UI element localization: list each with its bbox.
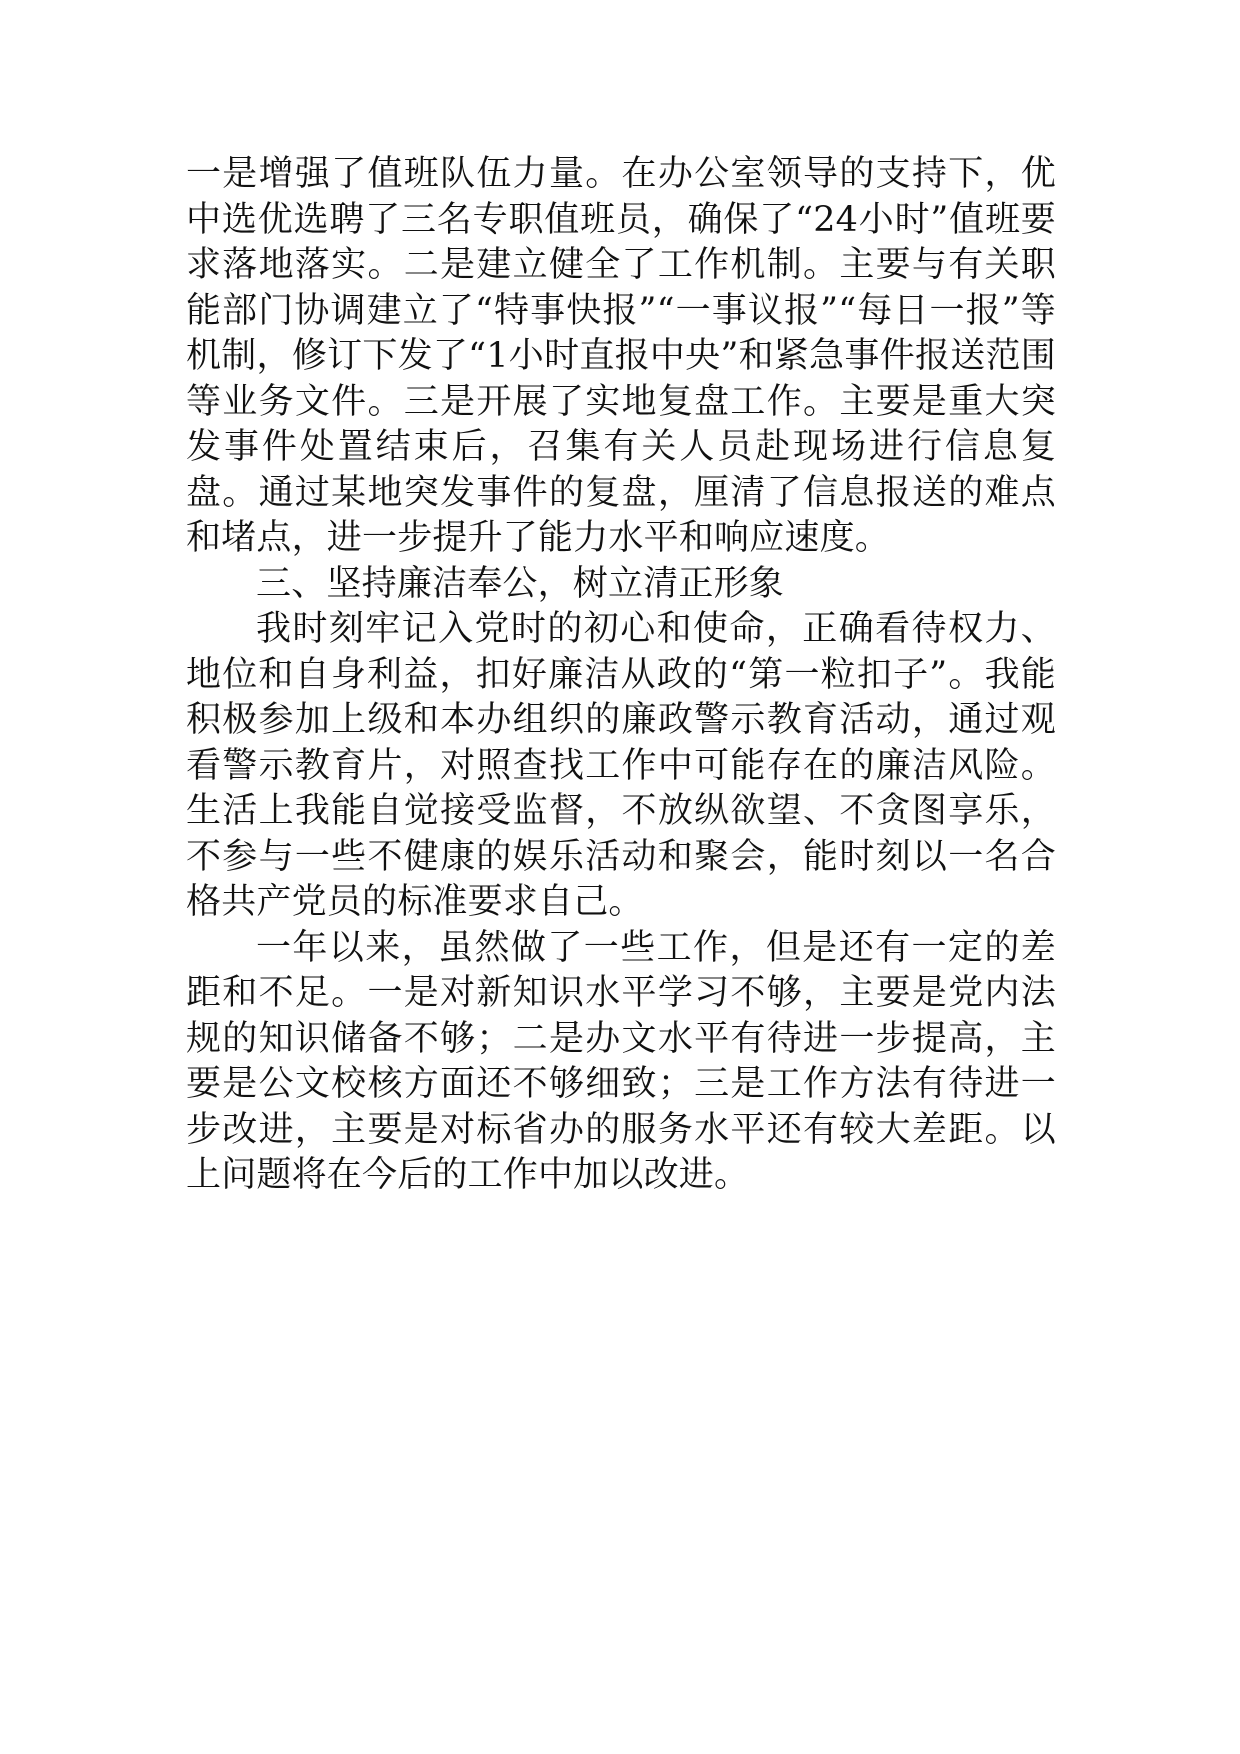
paragraph-work-mechanism: 一是增强了值班队伍力量。在办公室领导的支持下，优中选优选聘了三名专职值班员，确保了“24小时”值班要求落地落实。二是建立健全了工作机制。主要与有关职能部门协调建立了“特事快报”“一事议报”“每日一报”等机制，修订下发了“1小时直报中央”和紧急事件报送范围等业务文件。三是开展了实地复盘工作。主要是重大突发事件处置结束后，召集有关人员赴现场进行信息复盘。通过某地突发事件的复盘，厘清了信息报送的难点和堵点，进一步提升了能力水平和响应速度。 — [186, 154, 1056, 558]
document-body — [186, 152, 1056, 1199]
section-heading-integrity: 三、坚持廉洁奉公，树立清正形象 — [256, 563, 785, 604]
paragraph-shortcomings: 一年以来，虽然做了一些工作，但是还有一定的差距和不足。一是对新知识水平学习不够，主要是党内法规的知识储备不够；二是办文水平有待进一步提高，主要是公文校核方面还不够细致；三是工作方法有待进一步改进，主要是对标省办的服务水平还有较大差距。以上问题将在今后的工作中加以改进。 — [186, 927, 1056, 1195]
paragraph-integrity: 我时刻牢记入党时的初心和使命，正确看待权力、地位和自身利益，扣好廉洁从政的“第一粒扣子”。我能积极参加上级和本办组织的廉政警示教育活动，通过观看警示教育片，对照查找工作中可能存在的廉洁风险。生活上我能自觉接受监督，不放纵欲望、不贪图享乐，不参与一些不健康的娱乐活动和聚会，能时刻以一名合格共产党员的标准要求自己。 — [186, 609, 1056, 922]
